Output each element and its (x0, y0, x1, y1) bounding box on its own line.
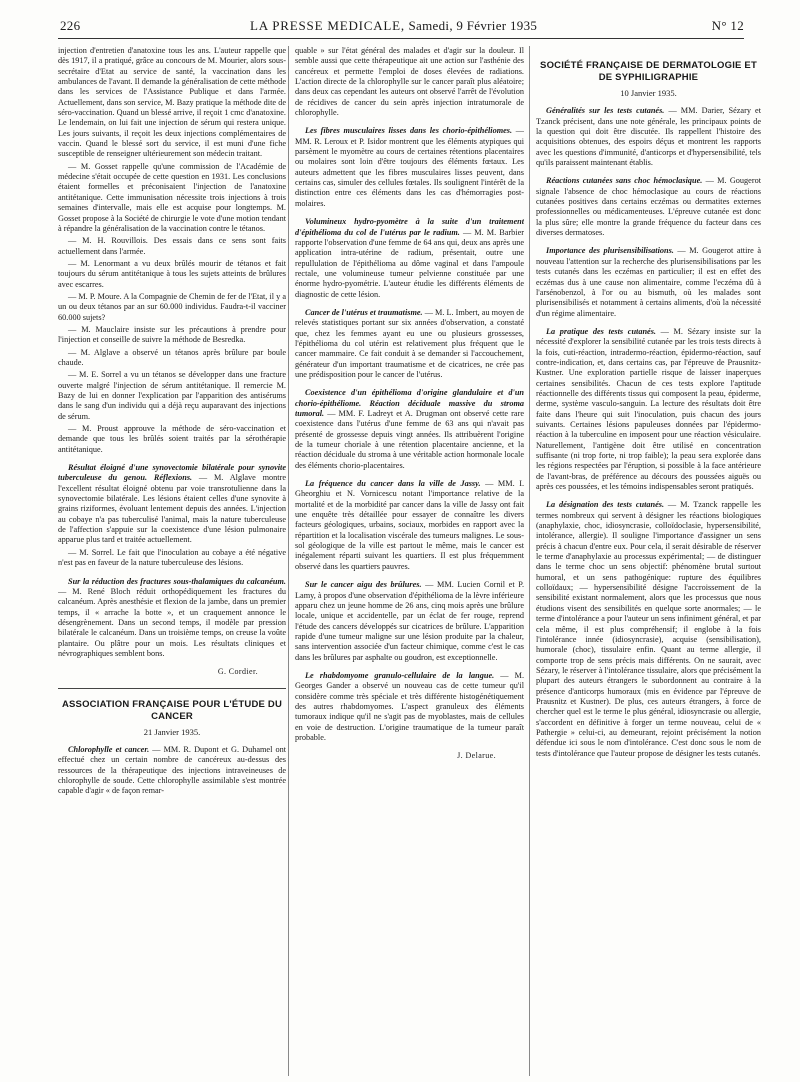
paragraph: — M. Mauclaire insiste sur les précautions à prendre pour l'injection et conseille de suivre la méthode de Besredka. (58, 324, 286, 345)
article-paragraph (58, 745, 286, 797)
article-paragraph (536, 327, 761, 493)
article-paragraph (536, 106, 761, 168)
article-paragraph (295, 671, 524, 743)
article-paragraph (295, 580, 524, 663)
article-title: Les fibres musculaires lisses dans les chorio-épithéliomes. (305, 126, 513, 136)
paragraph: — M. H. Rouvillois. Des essais dans ce sens sont faits actuellement dans l'armée. (58, 236, 286, 256)
article-body: — MM. Darier, Sézary et Tzanck précisent, dans une note générale, les principaux points de la question qui doit être discutée. Ils rappellent l'histoire des acquisitions obtenues, des espoirs déçus et montrent les rapports avec les questions d'immunité, d'anticorps et d'hypersensibilité, tels qu'ils paraissent maintenant établis. (536, 106, 761, 168)
article-body: — MM. R. Dupont et G. Duhamel ont effectué chez un certain nombre de cancéreux au-dessus des ressources de la thérapeutique des injections intraveineuses de chlorophylle de soude. Cette chlorophylle assimilable s'est montrée capable d'agir « de façon remar- (58, 744, 286, 796)
article-body: — MM. F. Ladreyt et A. Drugman ont observé cette rare coexistence dans l'utérus d'une femme de 63 ans qui n'avait pas présenté de grossesse depuis vingt années. Ils attribuèrent l'origine de la tumeur choriale à une rétention placentaire ancienne, et la réaction déciduale du stroma à une véritable action hormonale locale des éléments chorio-placentaires. (295, 409, 524, 470)
signature: G. Cordier. (217, 667, 258, 677)
article-paragraph (295, 479, 524, 572)
journal-name: LA PRESSE MEDICALE, (250, 18, 405, 33)
article-title: Importance des plurisensibilisations. (546, 246, 674, 256)
article-body: — M. M. Barbier rapporte l'observation d'une femme de 64 ans qui, deux ans après une application intra-utérine de radium, présentait, outre une repullulation de l'épithélioma au dôme vaginal et dans l'ampoule rectale, une volumineuse tumeur pelvienne constituée par une énorme hydro-pyométrie. L'auteur étudie les différents éléments de diagnostic de cette lésion. (295, 227, 524, 299)
journal-title-line (250, 18, 537, 34)
article-body: — M. Georges Gander a observé un nouveau cas de cette tumeur qu'il considère comme très spéciale et très différente histogénétiquement des autres rhabdomyomes. L'aspect granuleux des éléments tumoraux indique qu'il ne s'agit pas de myoblastes, mais de cellules en voie de destruction. L'origine traumatique de la tumeur paraît probable. (295, 670, 524, 742)
article-title: Réactions cutanées sans choc hémoclasique. (546, 176, 703, 186)
article-paragraph (295, 308, 524, 380)
article-title: Coexistence d'un épithélioma d'origine glandulaire et d'un chorio-épithéliome. Réaction déciduale massive du stroma tumoral. (295, 388, 524, 418)
column-3 (529, 46, 761, 1076)
paragraph: — M. Gosset rappelle qu'une commission de l'Académie de médecine s'était occupée de cette question en 1931. Les conclusions étaient formelles et préconisaient l'injection de l'anatoxine antitétanique. Cette immunisation nécessite trois injections à trois semaines d'intervalle, mais elle est acquise pour longtemps. M. Gosset propose à la Société de chirurgie le vote d'une motion tendant à répandre la généralisation de la vaccination contre le tétanos. (58, 161, 286, 233)
article-body: — MM. I. Gheorghiu et N. Vornicescu notant l'importance relative de la mortalité et de la morbidité par cancer dans la ville de Jassy ont fait une enquête très détaillée pour essayer de connaître les divers facteurs géologiques, urbains, sociaux, morbides en rapport avec la répartition et la localisation viscérale des tumeurs malignes. Le sous-sol géologique de la ville est partout le même, mais le cancer est inégalement réparti suivant les quartiers. Il est plus fréquemment observé dans les quartiers pauvres. (295, 479, 524, 571)
paragraph: — M. Proust approuve la méthode de séro-vaccination et demande que tous les brûlés soient traités par la sérothérapie antitétanique. (58, 424, 286, 454)
section-date: 10 Janvier 1935. (620, 88, 677, 98)
paragraph: — M. Lenormant a vu deux brûlés mourir de tétanos et fait toujours du sérum antitétanique à tous les sujets atteints de brûlures avec escarres. (58, 258, 286, 289)
article-title: Volumineux hydro-pyomètre à la suite d'un traitement d'épithélioma du col de l'utérus par le radium. (295, 217, 524, 237)
section-divider (58, 688, 286, 689)
header-rule (58, 38, 744, 39)
section-heading: ASSOCIATION FRANÇAISE POUR L'ÉTUDE DU CANCER (61, 698, 283, 722)
page-header (60, 18, 744, 36)
paragraph: — M. E. Sorrel a vu un tétanos se développer dans une fracture ouverte malgré l'injection de sérum antitétanique. Il remercie M. Bazy de lui en donner l'explication par l'apparition des antisérums dans le sang d'un individu qui a déjà reçu auparavant des injections de sérum. (58, 370, 286, 421)
article-paragraph (536, 246, 761, 318)
article-paragraph (536, 176, 761, 238)
article-title: Cancer de l'utérus et traumatisme. (305, 307, 423, 317)
paragraph: — M. Sorrel. Le fait que l'inoculation au cobaye a été négative n'est pas en faveur de la nature tuberculeuse des lésions. (58, 547, 286, 568)
article-body: — M. René Bloch réduit orthopédiquement les fractures du calcanéum. Après anesthésie et flexion de la jambe, dans un premier temps, il « arrache la botte », et un craquement annonce le désengrènement. Dans un second temps, il modèle par pression bilatérale le calcanéum. Dans un troisième temps, on creuse la voûte plantaire. Ou plâtre pour un mois. Les résultats cliniques et névrographiques semblent bons. (58, 586, 286, 658)
paragraph: — M. Alglave a observé un tétanos après brûlure par boule chaude. (58, 347, 286, 367)
signature: J. Delarue. (457, 751, 496, 761)
paragraph: quable » sur l'état général des malades et d'agir sur la douleur. Il semble aussi que cette thérapeutique ait une action sur l'asthénie des cancéreux et permette l'emploi de doses élevées de radiations. L'action directe de la chlorophylle sur le cancer paraît plus aléatoire; dans deux cas cependant les auteurs ont observé l'arrêt de l'évolution de récidives de cancer du sein après injection intratumorale de chlorophylle. (295, 46, 524, 118)
article-title: La fréquence du cancer dans la ville de Jassy. (305, 479, 481, 489)
article-paragraph (295, 388, 524, 471)
article-paragraph (295, 126, 524, 209)
article-title: Le rhabdomyome granulo-cellulaire de la langue. (305, 670, 495, 680)
article-paragraph (536, 500, 761, 759)
article-title: Sur le cancer aigu des brûlures. (305, 580, 422, 590)
article-body: — MM. Lucien Cornil et P. Lamy, à propos d'une observation d'épithélioma de la lèvre inférieure apparu chez un jeune homme de 26 ans, cinq mois après une brûlure locale, unique et accidentelle, par un éclat de fer rouge, reprend l'étude des cancers développés sur cicatrices de brûlure. L'apparition rapide d'une tumeur maligne sur une lésion produite par la chaleur, sans intervention associée d'un facteur chimique, comme c'est le cas dans les brûlures par asphalte ou goudron, est exceptionnelle. (295, 580, 524, 662)
issue-number: N° 12 (711, 18, 744, 33)
article-body: — M. Tzanck rappelle les termes nombreux qui servent à désigner les réactions biologiques (anaphylaxie, choc, idiosyncrasie, colloïdoclasie, hypersensibilité, intolérance, allergie). Il souligne l'importance d'assigner un sens précis à chacun d'entre eux. Pour cela, il serait désirable de réserver le terme d'anaphylaxie au processus expérimental; — de distinguer dans le terme choc un sens objectif: phénomène brutal surtout humoral, et un sens pathogénique: rupture des équilibres colloïdaux; — hypersensibilité désigne l'accroissement de la sensibilité existant normalement, alors que les processus que nous étudions visent des sensibilités en quelque sorte anormales; — le terme d'intolérance a pour l'auteur un sens infiniment général, et par cela même, il est plus compréhensif; il englobe à la fois l'intolérance innée (idiosyncrasie), acquise (sensibilisation), humorale (choc), tissulaire enfin. Quant au terme allergie, il comporte trop de sens précis mais différents. On ne saurait, avec Sézary, le réserver à l'intolérance tissulaire, alors que précisément la plupart des auteurs étrangers le subordonnent au contraire à la présence d'anticorps humoraux (mis en évidence par l'épreuve de Prausnitz et Kustner). De plus, ces auteurs étrangers, à force de chercher quel est le terme le plus général, idiosyncrasie ou allergie, s'accordent en définitive à forger un terme nouveau, celui de « Pathergie » celui-ci, au demeurant, rejoint précisément la notion défendue ici sous le nom d'intolérance. C'est donc sous le nom de tests d'intolérance que l'auteur propose de désigner les tests cutanés. (536, 500, 761, 758)
section-heading: SOCIÉTÉ FRANÇAISE DE DERMATOLOGIE ET DE SYPHILIGRAPHIE (540, 60, 757, 83)
article-title: Sur la réduction des fractures sous-thalamiques du calcanéum. (68, 576, 286, 586)
column-2 (288, 46, 524, 1076)
paragraph: — M. P. Moure. A la Compagnie de Chemin de fer de l'Etat, il y a un ou deux tétanos par an sur 60.000 individus. Faudra-t-il vacciner 60.000 sujets? (58, 291, 286, 322)
article-title: Généralités sur les tests cutanés. (546, 106, 665, 116)
article-title: La pratique des tests cutanés. (546, 326, 656, 336)
article-title: La désignation des tests cutanés. (546, 500, 665, 510)
article-title: Chlorophylle et cancer. (68, 744, 150, 754)
article-body: — MM. R. Leroux et P. Isidor montrent que les éléments atypiques qui parsèment le myomètre au cours de certaines rétentions placentaires ou molaires sont loin d'être toujours des éléments fœtaux. Les auteurs admettent que les fibres musculaires lisses peuvent, dans certains cas, simuler des cellules fœtales. Ils soulignent l'intérêt de la distinction entre ces éléments dans les cas d'hémorragies post-molaires. (295, 126, 524, 208)
article-title: Résultat éloigné d'une synovectomie bilatérale pour synovite tuberculeuse du genou. Réflexions. (58, 463, 286, 483)
page-number: 226 (60, 18, 81, 33)
article-paragraph (295, 217, 524, 300)
paragraph: injection d'entretien d'anatoxine tous les ans. L'auteur rappelle que dès 1917, il a pratiqué, grâce au concours de M. Mourier, alors sous-secrétaire d'Etat au service de santé, la vaccination dans les ambulances de l'avant. Il demande la généralisation de cette méthode dans les services de l'Assistance Publique et dans l'armée. Actuellement, dans son service, M. Bazy pratique la méthode dite de séro-vaccination. Quand un blessé arrive, il reçoit 1 cmc d'anatoxine. Le lendemain, on lui fait une injection de sérum qui restera unique. Les jours suivants, il reçoit les deux injections complémentaires de vaccin. Quand le blessé sort du service, il est muni d'une fiche susceptible de renseigner ultérieurement son médecin traitant. (58, 46, 286, 159)
article-body: — M. Gougerot signale l'absence de choc hémoclasique au cours de réactions cutanées positives dans certains eczémas ou dermatites externes professionnelles ou médicamenteuses. L'épreuve cutanée est donc la plus sûre; elle montre la grande fréquence du facteur dans ces diverses dermatoses. (536, 176, 761, 238)
article-paragraph (58, 463, 286, 546)
column-1 (58, 46, 286, 1076)
article-body: — M. Sézary insiste sur la nécessité d'explorer la sensibilité cutanée par les trois tests directs à la fois, cuti-réaction, intradermo-réaction, épidermo-réaction, sauf contre-indication, et, dans certains cas, par l'épreuve de Prausnitz-Kustner. Une exploration partielle risque de laisser inaperçues certaines sensibilités. Chacun de ces tests explore l'aptitude réactionnelle des différents tissus qui composent la peau, épiderme, derme, système vasculo-sanguin. La lecture des résultats doit être faite dans l'heure qui suit l'inoculation, puis chacun des jours suivants. Certaines lésions papuleuses données par l'épidermo-réaction à la tuberculine en imposent pour une réaction vésiculaire. Naturellement, l'antigène doit être utilisé en concentration suffisante (ni trop forte, ni trop faible); la peau sera explorée dans les régions respectées par l'éruption, si possible à la face antérieure de l'avant-bras, de préférence au décours des poussées aiguës ou après ces poussées, et les témoins indispensables seront pratiqués. (536, 326, 761, 492)
article-body: — M. Gougerot attire à nouveau l'attention sur la recherche des plurisensibilisations par les tests cutanés dans les eczémas en particulier; il est en effet des eczémas dus à une cause non alimentaire, comme l'eczéma dû à l'arsénobenzol, à l'or ou au bismuth, où les malades sont plurisensibilisés et notamment à certains aliments, d'où la nécessité d'un régime alimentaire. (536, 246, 761, 318)
section-date: 21 Janvier 1935. (143, 726, 201, 737)
article-body: — M. L. Imbert, au moyen de relevés statistiques portant sur six années d'observation, a constaté que, chez les femmes ayant eu une ou plusieurs grossesses, l'épithélioma du col utérin est relativement plus fréquent que le cancer mammaire. Ce fait conduit à se demander si l'accouchement, générateur d'un important traumatisme et de cicatrices, ne crée pas une prédisposition pour le cancer de l'utérus. (295, 307, 524, 379)
issue-date: Samedi, 9 Février 1935 (408, 18, 538, 33)
article-body: — M. Alglave montre l'excellent résultat éloigné obtenu par voie transrotulienne dans la synovectomie bilatérale. Les lésions étaient celles d'une synovite à grains riziformes, évoluant lentement depuis des années. L'injection au cobaye n'a pas tuberculisé l'animal, mais la nature tuberculeuse de l'affection s'appuie sur la coexistence d'une lésion pulmonaire apparue plus tard et traitée actuellement. (58, 473, 286, 545)
article-paragraph (58, 577, 286, 660)
